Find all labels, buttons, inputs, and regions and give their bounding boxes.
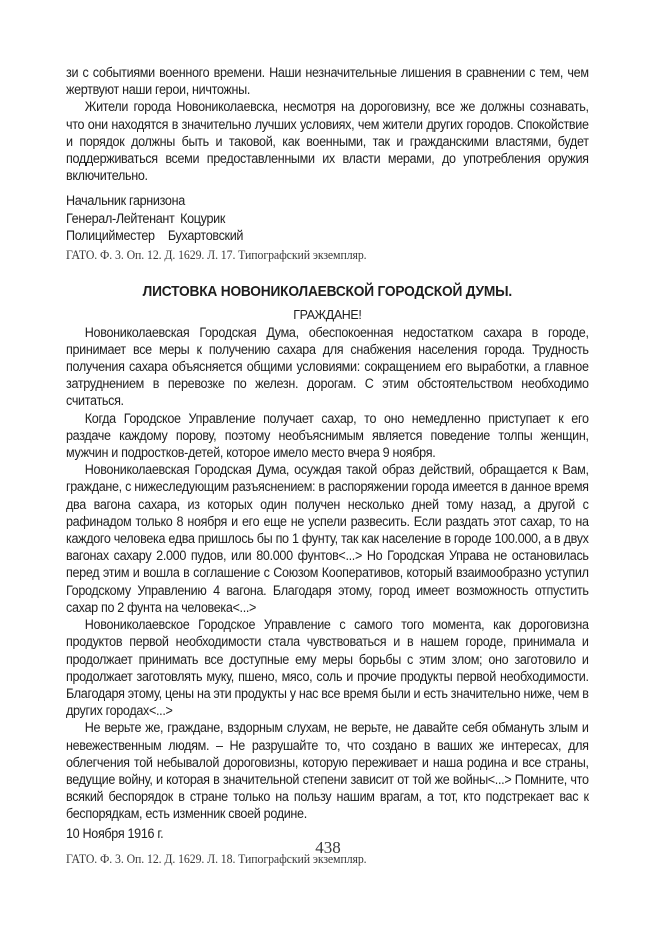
signature-name: Бухартовский	[167, 227, 244, 243]
paragraph: Когда Городское Управление получает сахар, то оно немедленно приступает к его раздаче каждому порову, поэтому необъяснимым является поведение толпы женщин, мужчин и подростков-детей, которое имело место вчера 9 ноября.	[66, 410, 589, 461]
signature-role: Генерал-Лейтенант	[66, 210, 175, 226]
archive-source: ГАТО. Ф. 3. Оп. 12. Д. 1629. Л. 17. Типографский экземпляр.	[66, 248, 367, 263]
document-subtitle: ГРАЖДАНЕ!	[293, 307, 362, 323]
text-column	[66, 64, 589, 868]
signatures	[66, 192, 589, 244]
signature-role: Полицийместер	[66, 227, 155, 243]
archive-source: ГАТО. Ф. 3. Оп. 12. Д. 1629. Л. 18. Типографский экземпляр.	[66, 851, 367, 866]
document-title: ЛИСТОВКА НОВОНИКОЛАЕВСКОЙ ГОРОДСКОЙ ДУМЫ.	[142, 284, 512, 301]
paragraph: Новониколаевская Городская Дума, осуждая такой образ действий, обращается к Вам, граждане, с нижеследующим разъяснением: в распоряжении города имеется в данное время два вагона сахара, из которых один получен несколько дней тому назад, а другой с рафинадом только 8 ноября и его еще не успели развесить. Если раздать этот сахар, то на каждого человека едва пришлось бы по 1 фунту, так как население в городе 100.000, а в двух вагонах сахару 2.000 пудов, или 80.000 фунтов<...> Но Городская Управа не остановилась перед этим и вошла в соглашение с Союзом Кооперативов, который взаимообразно уступил Городскому Управлению 4 вагона. Благодаря этому, город имеет возможность отпустить сахар по 2 фунта на человека<...>	[66, 462, 589, 615]
signature-name: Коцурик	[180, 210, 226, 226]
signature-line	[66, 210, 589, 227]
document-date: 10 Ноября 1916 г.	[66, 825, 164, 841]
paragraph: Жители города Новониколаевска, несмотря на дороговизну, все же должны сознавать, что они находятся в значительно лучших условиях, чем жители других городов. Спокойствие и порядок должны быть и таковой, как военными, так и гражданскими властями, будет поддерживаться всеми предоставленными их власти мерами, до употребления оружия включительно.	[66, 99, 589, 184]
paragraph: зи с событиями военного времени. Наши незначительные лишения в сравнении с тем, чем жертвуют наши герои, ничтожны.	[66, 65, 589, 98]
signature-line	[66, 227, 589, 244]
paragraph: Новониколаевская Городская Дума, обеспокоенная недостатком сахара в городе, принимает все меры к получению сахара для снабжения населения города. Трудность получения сахара объясняется общими условиями: сокращением его выработки, а главное затруднением в перевозке по железн. дорогам. С этим обстоятельством необходимо считаться.	[66, 324, 589, 409]
page-number: 438	[315, 838, 341, 857]
page-body	[66, 64, 588, 868]
signature-line: Начальник гарнизона	[66, 193, 185, 209]
paragraph: Новониколаевское Городское Управление с самого того момента, как дороговизна продуктов первой необходимости стала чувствоваться и в нашем городе, принимала и продолжает принимать все доступные ему меры борьбы с этим злом; оно заготовило и продолжает заготовлять муку, пшено, мясо, соль и прочие продукты первой необходимости. Благодаря этому, цены на эти продукты у нас все время были и есть значительно ниже, чем в других городах<...>	[66, 617, 589, 719]
paragraph: Не верьте же, граждане, вздорным слухам, не верьте, не давайте себя обмануть злым и невежественным людям. – Не разрушайте то, что создано в ваших же интересах, для облегчения той небывалой дороговизны, которую переживает и наша родина и все страны, ведущие войну, и которая в значительной степени зависит от той же войны<...> Помните, что всякий беспорядок в стране только на пользу нашим врагам, а тот, кто подстрекает вас к беспорядкам, есть изменник своей родине.	[66, 720, 589, 822]
